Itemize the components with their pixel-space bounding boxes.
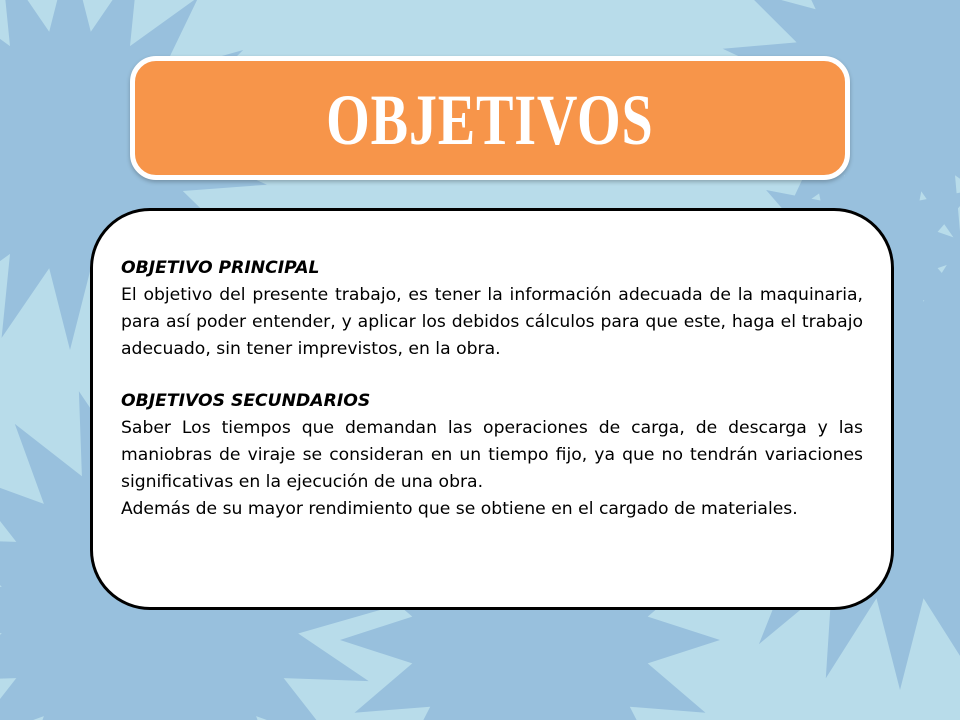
title-banner bbox=[130, 56, 850, 180]
slide-title: OBJETIVOS bbox=[326, 80, 654, 160]
principal-heading: OBJETIVO PRINCIPAL bbox=[121, 258, 320, 278]
content-box bbox=[90, 208, 894, 610]
secundarios-text-2: Además de su mayor rendimiento que se obtiene en el cargado de materiales. bbox=[121, 499, 798, 519]
spacer bbox=[121, 363, 863, 388]
secundarios-heading: OBJETIVOS SECUNDARIOS bbox=[121, 391, 371, 411]
principal-text: El objetivo del presente trabajo, es tener la información adecuada de la maquinaria, para así poder entender, y aplicar los debidos cálculos para que este, haga el trabajo adecuado, sin tener imprevistos, en la obra. bbox=[121, 285, 863, 359]
secundarios-text-1: Saber Los tiempos que demandan las operaciones de carga, de descarga y las maniobras de viraje se consideran en un tiempo fijo, ya que no tendrán variaciones significativas en la ejecución de una obra. bbox=[121, 418, 863, 492]
